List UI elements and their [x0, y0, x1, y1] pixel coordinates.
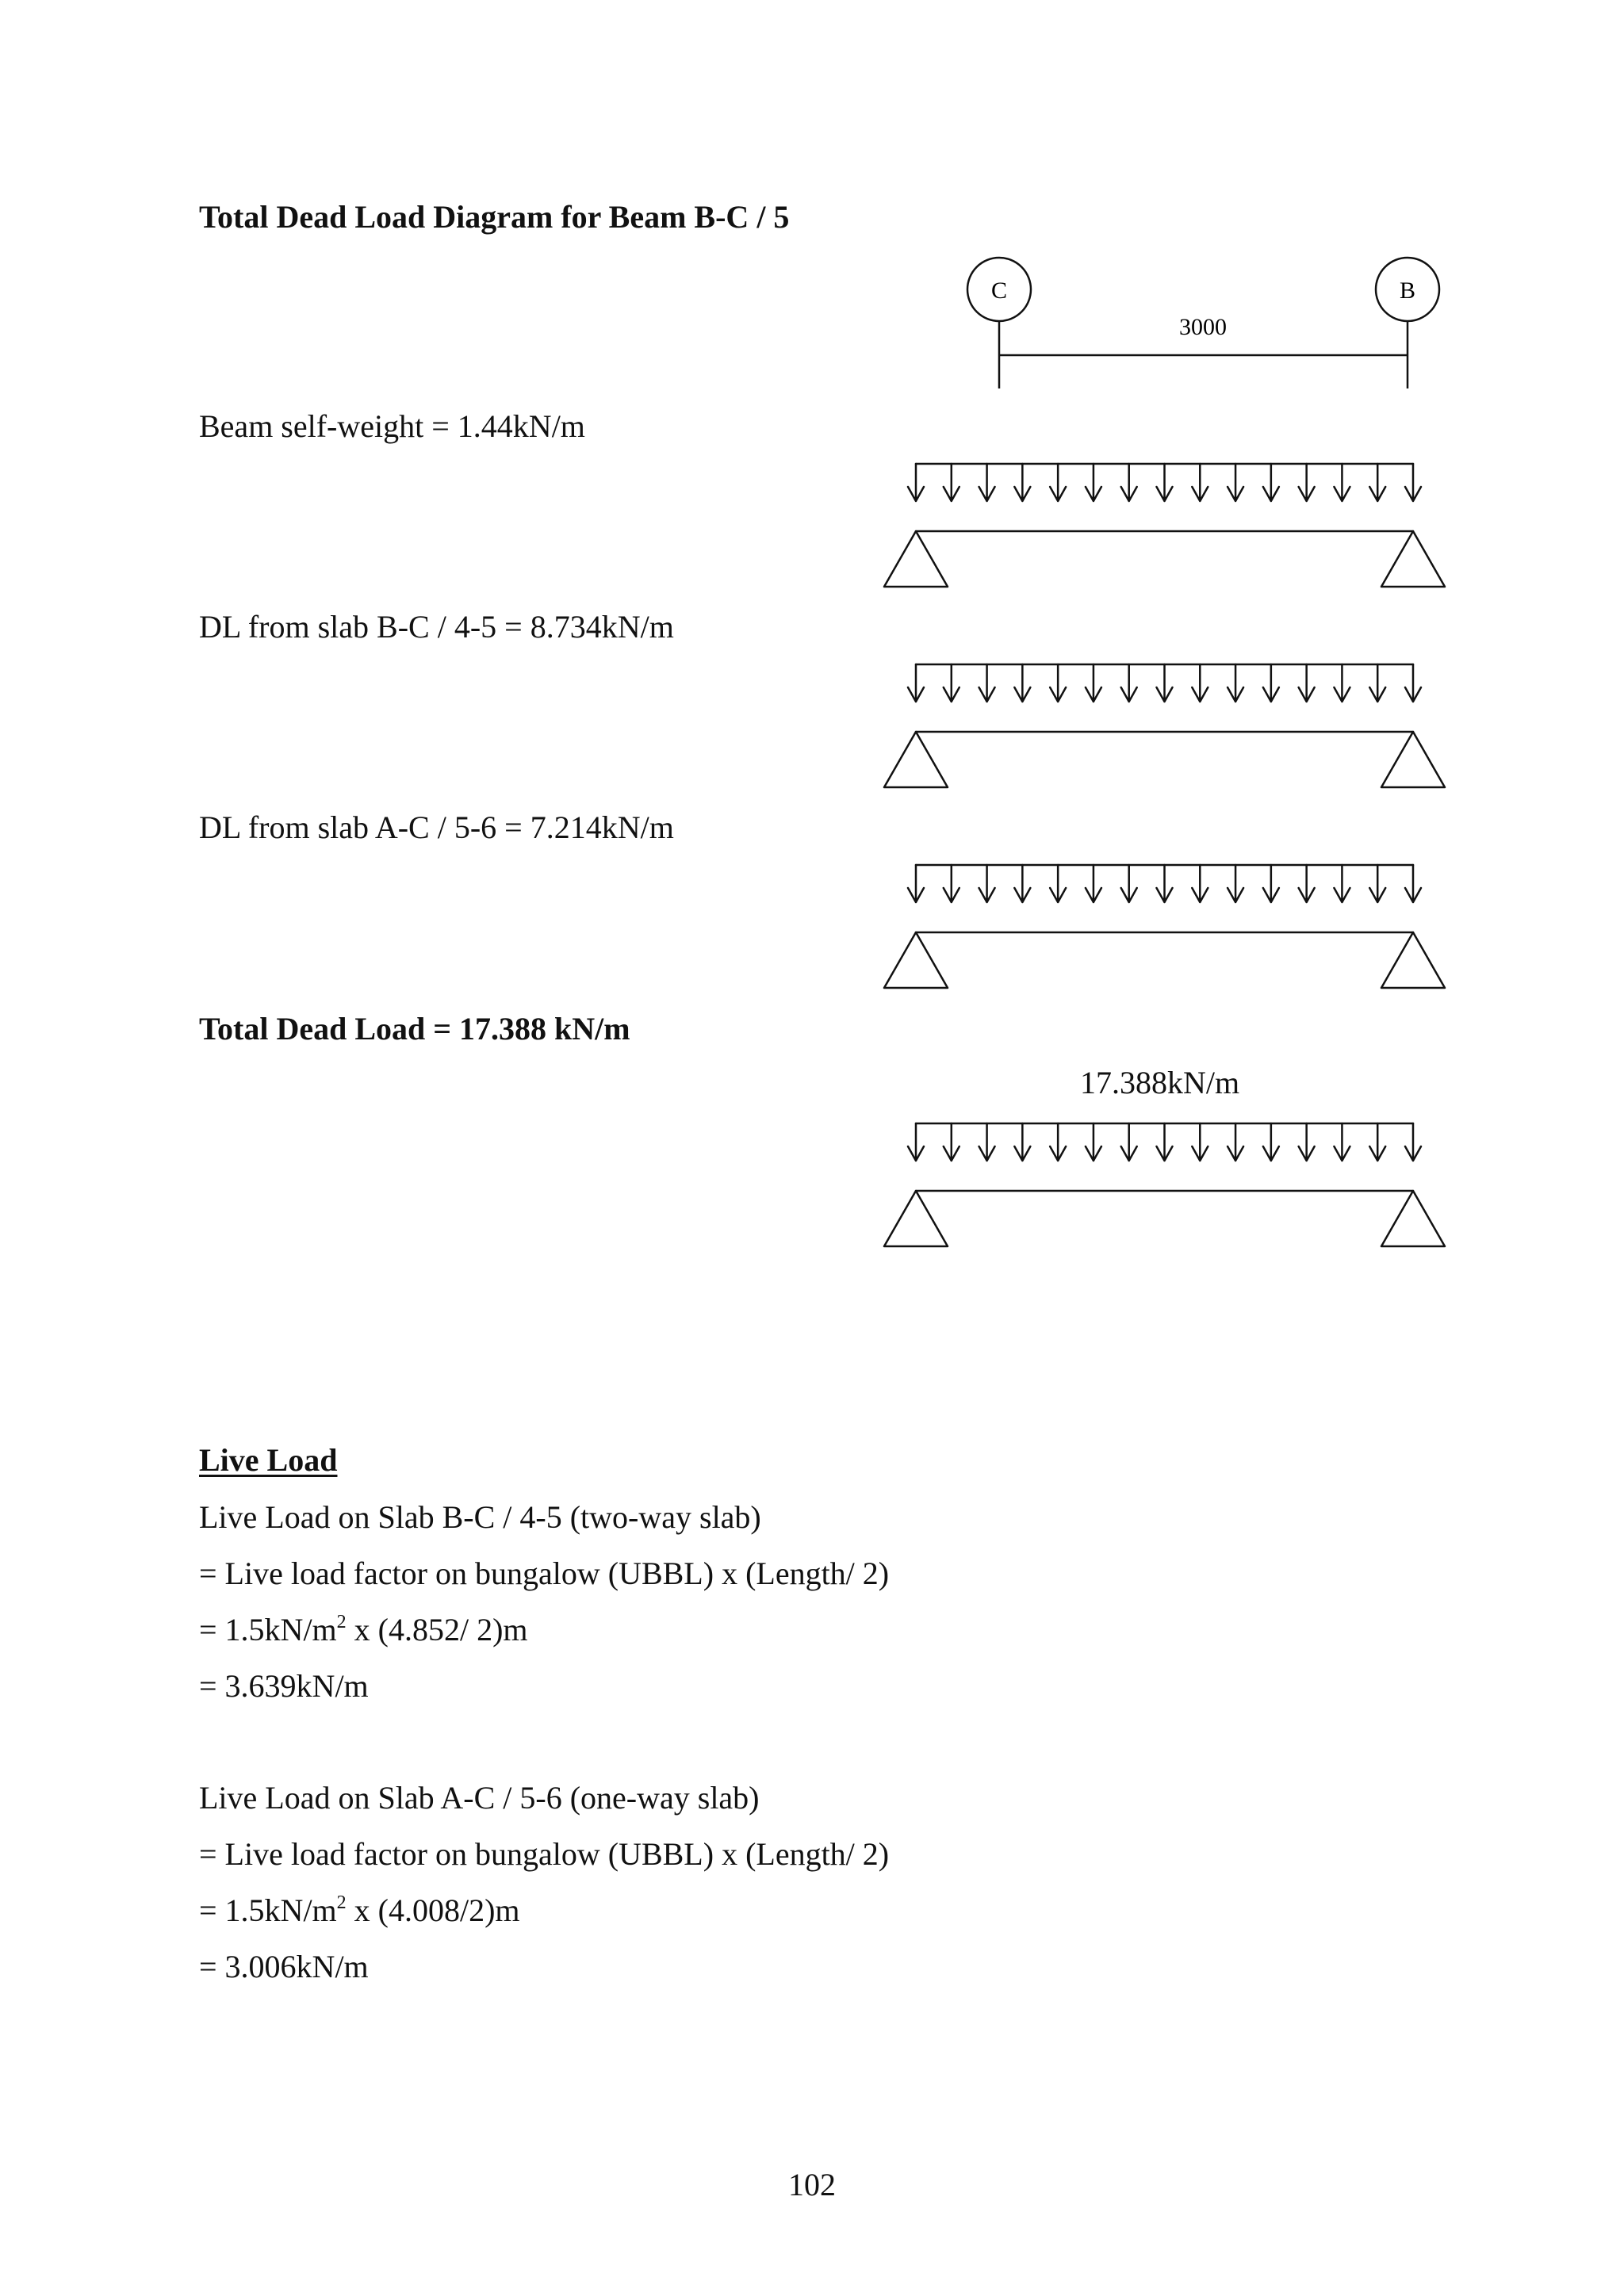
- load-arrow: [1228, 865, 1243, 902]
- load-arrow: [1405, 664, 1421, 702]
- load-arrow: [1192, 464, 1208, 501]
- load-arrow: [1086, 865, 1101, 902]
- slab1-substitution: = $1.5kN/m^2$ x (4.852/ 2)m: [199, 1612, 528, 1647]
- load-arrow: [908, 1123, 924, 1161]
- load-arrow: [1121, 664, 1137, 702]
- dead-load-heading: Total Dead Load Diagram for Beam B-C / 5: [199, 199, 790, 235]
- load-arrow: [1014, 464, 1030, 501]
- total-dead-load: Total Dead Load = 17.388 kN/m: [199, 1011, 630, 1047]
- load-arrow: [1086, 1123, 1101, 1161]
- load-arrow: [979, 1123, 995, 1161]
- load-arrow: [1014, 664, 1030, 702]
- grid-dimension-diagram: [952, 246, 1459, 396]
- slab2-superscript: 2: [336, 1892, 347, 1913]
- slab1-title: Live Load on Slab B-C / 4-5 (two-way slab): [199, 1499, 761, 1535]
- load-arrow: [1299, 865, 1315, 902]
- load-arrow: [1050, 664, 1066, 702]
- load-arrow: [1369, 1123, 1385, 1161]
- slab2-formula: = Live load factor on bungalow (UBBL) x (Length/ 2): [199, 1836, 890, 1872]
- load-arrow: [1192, 865, 1208, 902]
- load-arrow: [944, 865, 959, 902]
- load-arrow: [1299, 1123, 1315, 1161]
- slab2-substitution: = $1.5kN/m^2$ x (4.008/2)m: [199, 1892, 520, 1928]
- load-arrow: [1263, 464, 1279, 501]
- load-arrow: [1121, 464, 1137, 501]
- load-arrow: [1086, 464, 1101, 501]
- load-arrow: [1263, 865, 1279, 902]
- load-arrow: [944, 664, 959, 702]
- load-arrow: [1334, 865, 1350, 902]
- load-arrow: [1369, 865, 1385, 902]
- load-arrow: [1086, 664, 1101, 702]
- grid-label-b: B: [1399, 277, 1416, 304]
- load-arrow: [1334, 664, 1350, 702]
- load-arrow: [1157, 1123, 1173, 1161]
- load-arrow: [1369, 664, 1385, 702]
- udl-diagram-slab-ac: [880, 861, 1451, 996]
- load-arrow: [1299, 464, 1315, 501]
- load-arrow: [1121, 1123, 1137, 1161]
- slab1-formula: = Live load factor on bungalow (UBBL) x (Length/ 2): [199, 1556, 890, 1591]
- load-arrow: [1405, 464, 1421, 501]
- load-arrow: [979, 865, 995, 902]
- load-arrow: [1263, 664, 1279, 702]
- load-arrow: [944, 464, 959, 501]
- load-arrow: [1334, 1123, 1350, 1161]
- load-arrow: [1405, 1123, 1421, 1161]
- left-support-icon: [884, 732, 948, 787]
- load-arrow: [1050, 1123, 1066, 1161]
- load-arrow: [1014, 865, 1030, 902]
- load-arrow: [979, 464, 995, 501]
- page-number: 102: [788, 2167, 836, 2202]
- udl-diagram-total: [880, 1119, 1451, 1254]
- left-support-icon: [884, 932, 948, 988]
- load-arrow: [1014, 1123, 1030, 1161]
- load-arrow: [1405, 865, 1421, 902]
- udl-diagram-slab-bc: [880, 660, 1451, 795]
- load-arrow: [1050, 464, 1066, 501]
- slab2-title: Live Load on Slab A-C / 5-6 (one-way slab): [199, 1780, 760, 1816]
- right-support-icon: [1381, 1191, 1445, 1246]
- left-support-icon: [884, 1191, 948, 1246]
- right-support-icon: [1381, 932, 1445, 988]
- total-udl-label: 17.388kN/m: [1080, 1065, 1240, 1100]
- udl-diagram-self-weight: [880, 460, 1451, 595]
- load-arrow: [1121, 865, 1137, 902]
- dl-slab-bc: DL from slab B-C / 4-5 = 8.734kN/m: [199, 609, 674, 645]
- load-arrow: [1157, 464, 1173, 501]
- slab1-result: = 3.639kN/m: [199, 1668, 369, 1704]
- dl-slab-ac: DL from slab A-C / 5-6 = 7.214kN/m: [199, 809, 674, 845]
- load-arrow: [1369, 464, 1385, 501]
- load-arrow: [944, 1123, 959, 1161]
- left-support-icon: [884, 531, 948, 587]
- grid-label-c: C: [990, 277, 1008, 304]
- slab2-result: = 3.006kN/m: [199, 1949, 369, 1984]
- load-arrow: [1192, 1123, 1208, 1161]
- load-arrow: [908, 664, 924, 702]
- load-arrow: [1192, 664, 1208, 702]
- load-arrow: [1263, 1123, 1279, 1161]
- load-arrow: [1228, 1123, 1243, 1161]
- live-load-heading: Live Load: [199, 1442, 338, 1478]
- span-dimension: 3000: [1179, 314, 1227, 340]
- load-arrow: [1157, 664, 1173, 702]
- load-arrow: [1299, 664, 1315, 702]
- right-support-icon: [1381, 531, 1445, 587]
- right-support-icon: [1381, 732, 1445, 787]
- load-arrow: [1228, 464, 1243, 501]
- load-arrow: [908, 865, 924, 902]
- load-arrow: [1050, 865, 1066, 902]
- load-arrow: [1228, 664, 1243, 702]
- slab1-superscript: 2: [336, 1612, 347, 1632]
- load-arrow: [979, 664, 995, 702]
- beam-self-weight: Beam self-weight = 1.44kN/m: [199, 408, 585, 444]
- load-arrow: [1334, 464, 1350, 501]
- load-arrow: [908, 464, 924, 501]
- load-arrow: [1157, 865, 1173, 902]
